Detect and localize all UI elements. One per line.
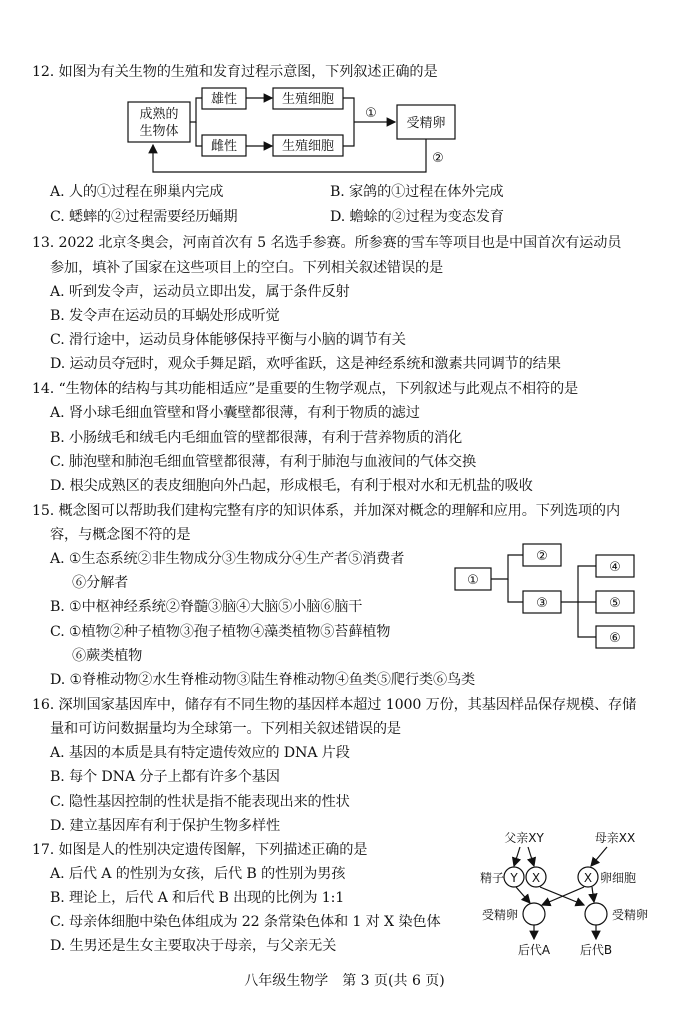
q12-option-a: A. 人的①过程在卵巢内完成 [50, 184, 224, 200]
q15-option-d: D. ①脊椎动物②水生脊椎动物③陆生脊椎动物④鱼类⑤爬行类⑥鸟类 [50, 672, 476, 688]
q12-branch-bottom [196, 122, 202, 146]
q12-option-b: B. 家鸽的①过程在体外完成 [330, 184, 504, 200]
q17-arrow-father-x [528, 847, 534, 866]
q15-link-1-3 [508, 579, 523, 602]
q17-stem: 17. 如图是人的性别决定遗传图解，下列描述正确的是 [32, 842, 368, 858]
q15-node-3-label: ③ [536, 596, 548, 611]
q15-link-1-2 [491, 555, 523, 579]
q17-offspring-a: 后代A [517, 943, 551, 957]
q16-option-d: D. 建立基因库有利于保护生物多样性 [50, 818, 281, 834]
q17-option-a: A. 后代 A 的性别为女孩，后代 B 的性别为男孩 [50, 866, 346, 882]
q12-branch-top [190, 98, 202, 122]
q14-option-d: D. 根尖成熟区的表皮细胞向外凸起，形成根毛，有利于根对水和无机盐的吸收 [50, 478, 533, 494]
q13-option-b: B. 发令声在运动员的耳蜗处形成听觉 [50, 308, 280, 324]
q16-option-a: A. 基因的本质是具有特定遗传效应的 DNA 片段 [50, 745, 350, 761]
q12-female-label: 雌性 [210, 139, 238, 154]
q17-diagram [480, 830, 648, 957]
q17-father: 父亲XY [504, 831, 544, 845]
q15-diagram [455, 544, 634, 648]
q15-link-3-6 [578, 602, 596, 637]
q16-option-b: B. 每个 DNA 分子上都有许多个基因 [50, 769, 280, 785]
q17-mother: 母亲XX [594, 831, 636, 845]
q14-option-a: A. 肾小球毛细血管壁和肾小囊壁都很薄，有利于物质的滤过 [50, 405, 420, 421]
q13-option-c: C. 滑行途中，运动员身体能够保持平衡与小脑的调节有关 [50, 332, 406, 348]
q17-option-b: B. 理论上，后代 A 和后代 B 出现的比例为 1:1 [50, 890, 345, 906]
q17-sperm-x-label: X [531, 871, 541, 885]
q15-link-3-4 [561, 566, 596, 602]
q15-option-c: C. ①植物②种子植物③孢子植物④藻类植物⑤苔藓植物 [50, 624, 391, 640]
q14-stem: 14. “生物体的结构与其功能相适应”是重要的生物学观点，下列叙述与此观点不相符的是 [32, 381, 579, 397]
q17-option-c: C. 母亲体细胞中染色体组成为 22 条常染色体和 1 对 X 染色体 [50, 914, 441, 930]
q17-zygote-left [523, 903, 545, 925]
q12-option-c: C. 蟋蟀的②过程需要经历蛹期 [50, 209, 238, 225]
q13-stem-line1: 13. 2022 北京冬奥会，河南首次有 5 名选手参赛。所参赛的雪车等项目也是中国首次有运动员 [32, 235, 622, 251]
q15-option-a: A. ①生态系统②非生物成分③生物成分④生产者⑤消费者 [50, 551, 405, 567]
q17-arrow-father-y [514, 847, 520, 866]
q15-option-b: B. ①中枢神经系统②脊髓③脑④大脑⑤小脑⑥脑干 [50, 599, 363, 615]
q17-arrow-mother-x [591, 847, 607, 866]
q17-offspring-b: 后代B [579, 943, 613, 957]
q17-egg-label: 卵细胞 [599, 871, 637, 885]
q16-stem-line1: 16. 深圳国家基因库中，储存有不同生物的基因样本超过 1000 万份，其基因样品保存规模、存储 [32, 697, 637, 713]
q15-node-1-label: ① [467, 573, 479, 588]
q17-egg-to-right [592, 887, 594, 902]
q16-stem-line2: 量和可访问数据量均为全球第一。下列相关叙述错误的是 [50, 721, 401, 737]
q12-gamete-top: 生殖细胞 [281, 92, 335, 107]
page-footer: 八年级生物学 第 3 页(共 6 页) [244, 973, 445, 989]
q14-option-b: B. 小肠绒毛和绒毛内毛细血管的壁都很薄，有利于营养物质的消化 [50, 430, 463, 446]
q12-zygote: 受精卵 [406, 116, 446, 131]
q15-node-6-label: ⑥ [609, 631, 621, 646]
q12-stem: 12. 如图为有关生物的生殖和发育过程示意图，下列叙述正确的是 [32, 64, 438, 80]
q15-option-a-cont: ⑥分解者 [72, 575, 129, 591]
q12-merge-line [343, 98, 354, 146]
q14-option-c: C. 肺泡壁和肺泡毛细血管壁都很薄，有利于肺泡与血液间的气体交换 [50, 454, 477, 470]
q17-zygote-right-label: 受精卵 [611, 908, 649, 922]
q13-stem-line2: 参加，填补了国家在这些项目上的空白。下列相关叙述错误的是 [50, 260, 444, 276]
q12-adult-line1: 成熟的 [139, 107, 179, 122]
q15-stem-line2: 容，与概念图不符的是 [50, 527, 191, 543]
q17-y-to-left [516, 887, 530, 903]
q17-zygote-left-label: 受精卵 [481, 908, 519, 922]
q15-stem-line1: 15. 概念图可以帮助我们建构完整有序的知识体系，并加深对概念的理解和应用。下列选项的内 [32, 503, 620, 519]
q12-adult-line2: 生物体 [139, 124, 179, 139]
q15-node-4-label: ④ [609, 560, 621, 575]
q12-gamete-bottom: 生殖细胞 [281, 139, 335, 154]
q17-option-d: D. 生男还是生女主要取决于母亲，与父亲无关 [50, 938, 337, 954]
q13-option-d: D. 运动员夺冠时，观众手舞足蹈，欢呼雀跃，这是神经系统和激素共同调节的结果 [50, 356, 561, 372]
q15-node-2-label: ② [536, 549, 548, 564]
q12-male-label: 雄性 [210, 92, 238, 107]
q12-step1: ① [365, 106, 377, 121]
q12-option-d: D. 蟾蜍的②过程为变态发育 [330, 209, 504, 225]
q15-node-5-label: ⑤ [609, 596, 621, 611]
q15-option-c-cont: ⑥蕨类植物 [72, 648, 143, 664]
q17-sperm-y-label: Y [510, 871, 518, 885]
q16-option-c: C. 隐性基因控制的性状是指不能表现出来的性状 [50, 794, 350, 810]
q13-option-a: A. 听到发令声，运动员立即出发，属于条件反射 [50, 284, 350, 300]
q12-step2: ② [432, 151, 444, 166]
q17-sperm-label: 精子 [479, 871, 505, 885]
q17-egg-x-label: X [583, 871, 593, 885]
q17-zygote-right [585, 903, 607, 925]
